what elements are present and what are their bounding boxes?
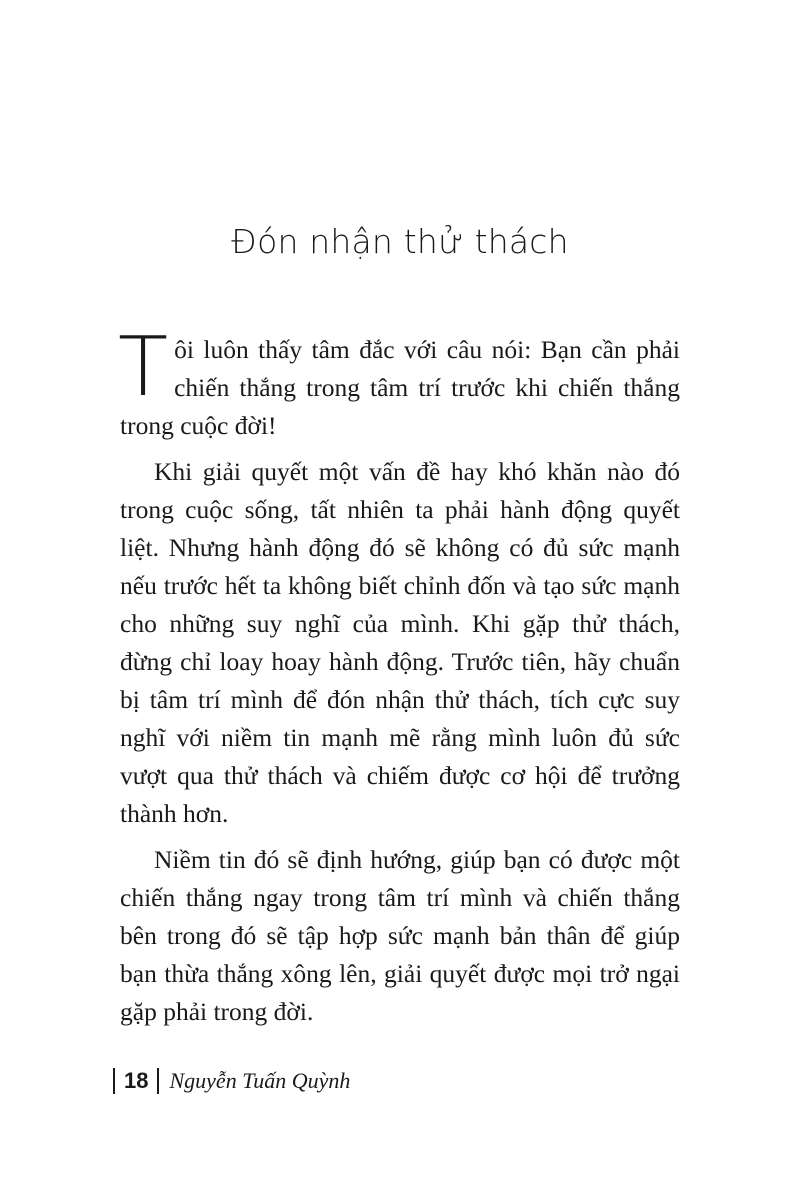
- paragraph-1-text: ôi luôn thấy tâm đắc với câu nói: Bạn cần phải chiến thắng trong tâm trí trước khi chiến thắng trong cuộc đời!: [120, 335, 680, 440]
- chapter-title: Đón nhận thử thách: [231, 222, 569, 261]
- paragraph-1: [118, 320, 680, 445]
- footer-divider-left: [113, 1068, 115, 1094]
- drop-cap: T: [118, 320, 169, 415]
- footer-divider-right: [157, 1068, 159, 1094]
- page-number: 18: [124, 1068, 149, 1093]
- body-text: [118, 320, 680, 1039]
- author-name: Nguyễn Tuấn Quỳnh: [169, 1068, 351, 1093]
- page-footer: [113, 1068, 350, 1094]
- paragraph-2: Khi giải quyết một vấn đề hay khó khăn nào đó trong cuộc sống, tất nhiên ta phải hành động quyết liệt. Nhưng hành động đó sẽ không có đủ sức mạnh nếu trước hết ta không biết chỉnh đốn và tạo sức mạnh cho những suy nghĩ của mình. Khi gặp thử thách, đừng chỉ loay hoay hành động. Trước tiên, hãy chuẩn bị tâm trí mình để đón nhận thử thách, tích cực suy nghĩ với niềm tin mạnh mẽ rằng mình luôn đủ sức vượt qua thử thách và chiếm được cơ hội để trưởng thành hơn.: [120, 457, 680, 828]
- paragraph-3: Niềm tin đó sẽ định hướng, giúp bạn có được một chiến thắng ngay trong tâm trí mình và chiến thắng bên trong đó sẽ tập hợp sức mạnh bản thân để giúp bạn thừa thắng xông lên, giải quyết được mọi trở ngại gặp phải trong đời.: [120, 845, 680, 1026]
